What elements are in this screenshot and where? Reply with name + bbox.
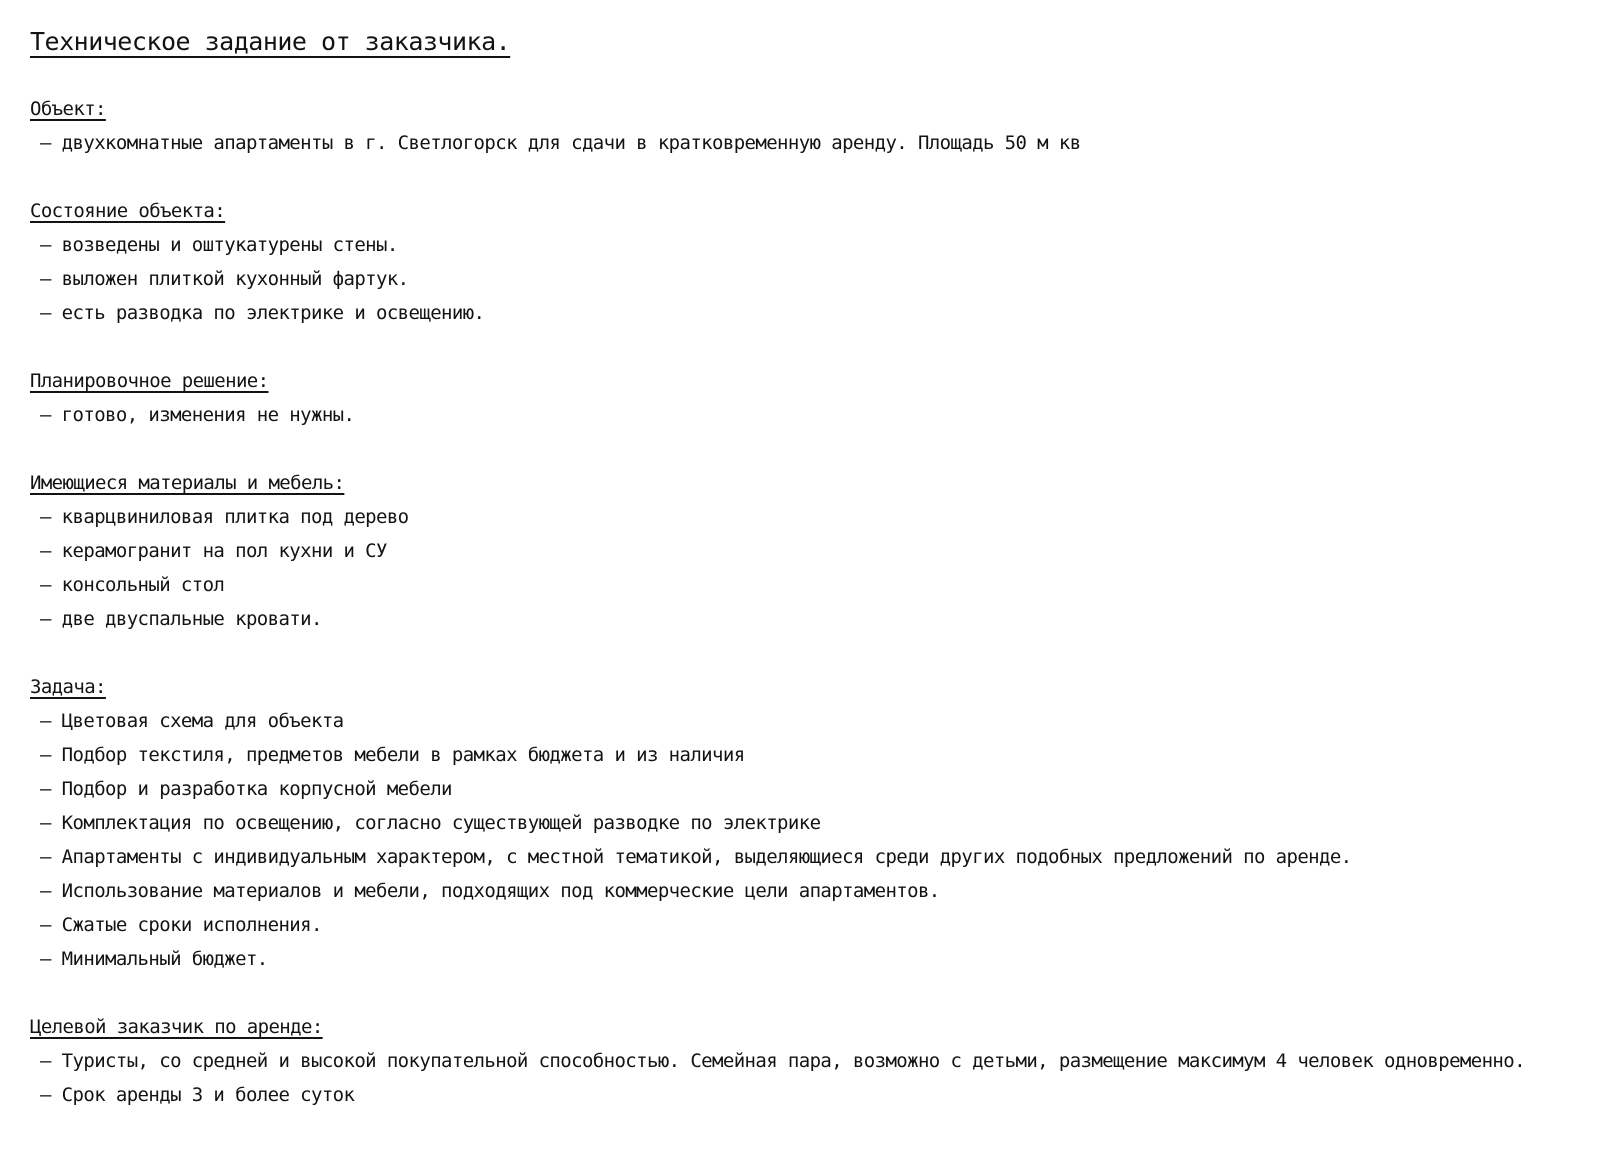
section-available-materials (30, 466, 1570, 636)
section-heading: Планировочное решение: (30, 370, 269, 392)
section-heading: Целевой заказчик по аренде: (30, 1016, 323, 1038)
list-item: – Подбор текстиля, предметов мебели в рамках бюджета и из наличия (40, 744, 745, 766)
list-item: – двухкомнатные апартаменты в г. Светлогорск для сдачи в кратковременную аренду. Площадь 50 м кв (40, 132, 1081, 154)
section-items (30, 398, 1570, 432)
section-items (30, 228, 1570, 330)
list-item: – выложен плиткой кухонный фартук. (40, 268, 409, 290)
list-item: – Срок аренды 3 и более суток (40, 1084, 355, 1106)
section-heading: Объект: (30, 98, 106, 120)
list-item: – две двуспальные кровати. (40, 608, 322, 630)
list-item: – консольный стол (40, 574, 225, 596)
section-heading: Состояние объекта: (30, 200, 226, 222)
list-item: – керамогранит на пол кухни и СУ (40, 540, 387, 562)
section-object (30, 92, 1570, 160)
list-item: – кварцвиниловая плитка под дерево (40, 506, 409, 528)
list-item: – Цветовая схема для объекта (40, 710, 344, 732)
list-item: – Сжатые сроки исполнения. (40, 914, 322, 936)
list-item: – Туристы, со средней и высокой покупательной способностью. Семейная пара, возможно с детьми, размещение максимум 4 человек одновременно. (40, 1050, 1525, 1072)
list-item: – Использование материалов и мебели, подходящих под коммерческие цели апартаментов. (40, 880, 940, 902)
page-title: Техническое задание от заказчика. (30, 27, 511, 56)
list-item: – Подбор и разработка корпусной мебели (40, 778, 452, 800)
section-items (30, 500, 1570, 636)
section-heading: Задача: (30, 676, 106, 698)
section-items (30, 126, 1570, 160)
section-object-state (30, 194, 1570, 330)
list-item: – Комплектация по освещению, согласно существующей разводке по электрике (40, 812, 821, 834)
list-item: – Минимальный бюджет. (40, 948, 268, 970)
section-target-tenant (30, 1010, 1570, 1112)
list-item: – возведены и оштукатурены стены. (40, 234, 398, 256)
list-item: – Апартаменты с индивидуальным характером, с местной тематикой, выделяющиеся среди других подобных предложений по аренде. (40, 846, 1352, 868)
section-tasks (30, 670, 1570, 976)
list-item: – есть разводка по электрике и освещению. (40, 302, 485, 324)
section-items (30, 704, 1570, 976)
section-items (30, 1044, 1570, 1112)
list-item: – готово, изменения не нужны. (40, 404, 355, 426)
section-layout-plan (30, 364, 1570, 432)
section-heading: Имеющиеся материалы и мебель: (30, 472, 345, 494)
